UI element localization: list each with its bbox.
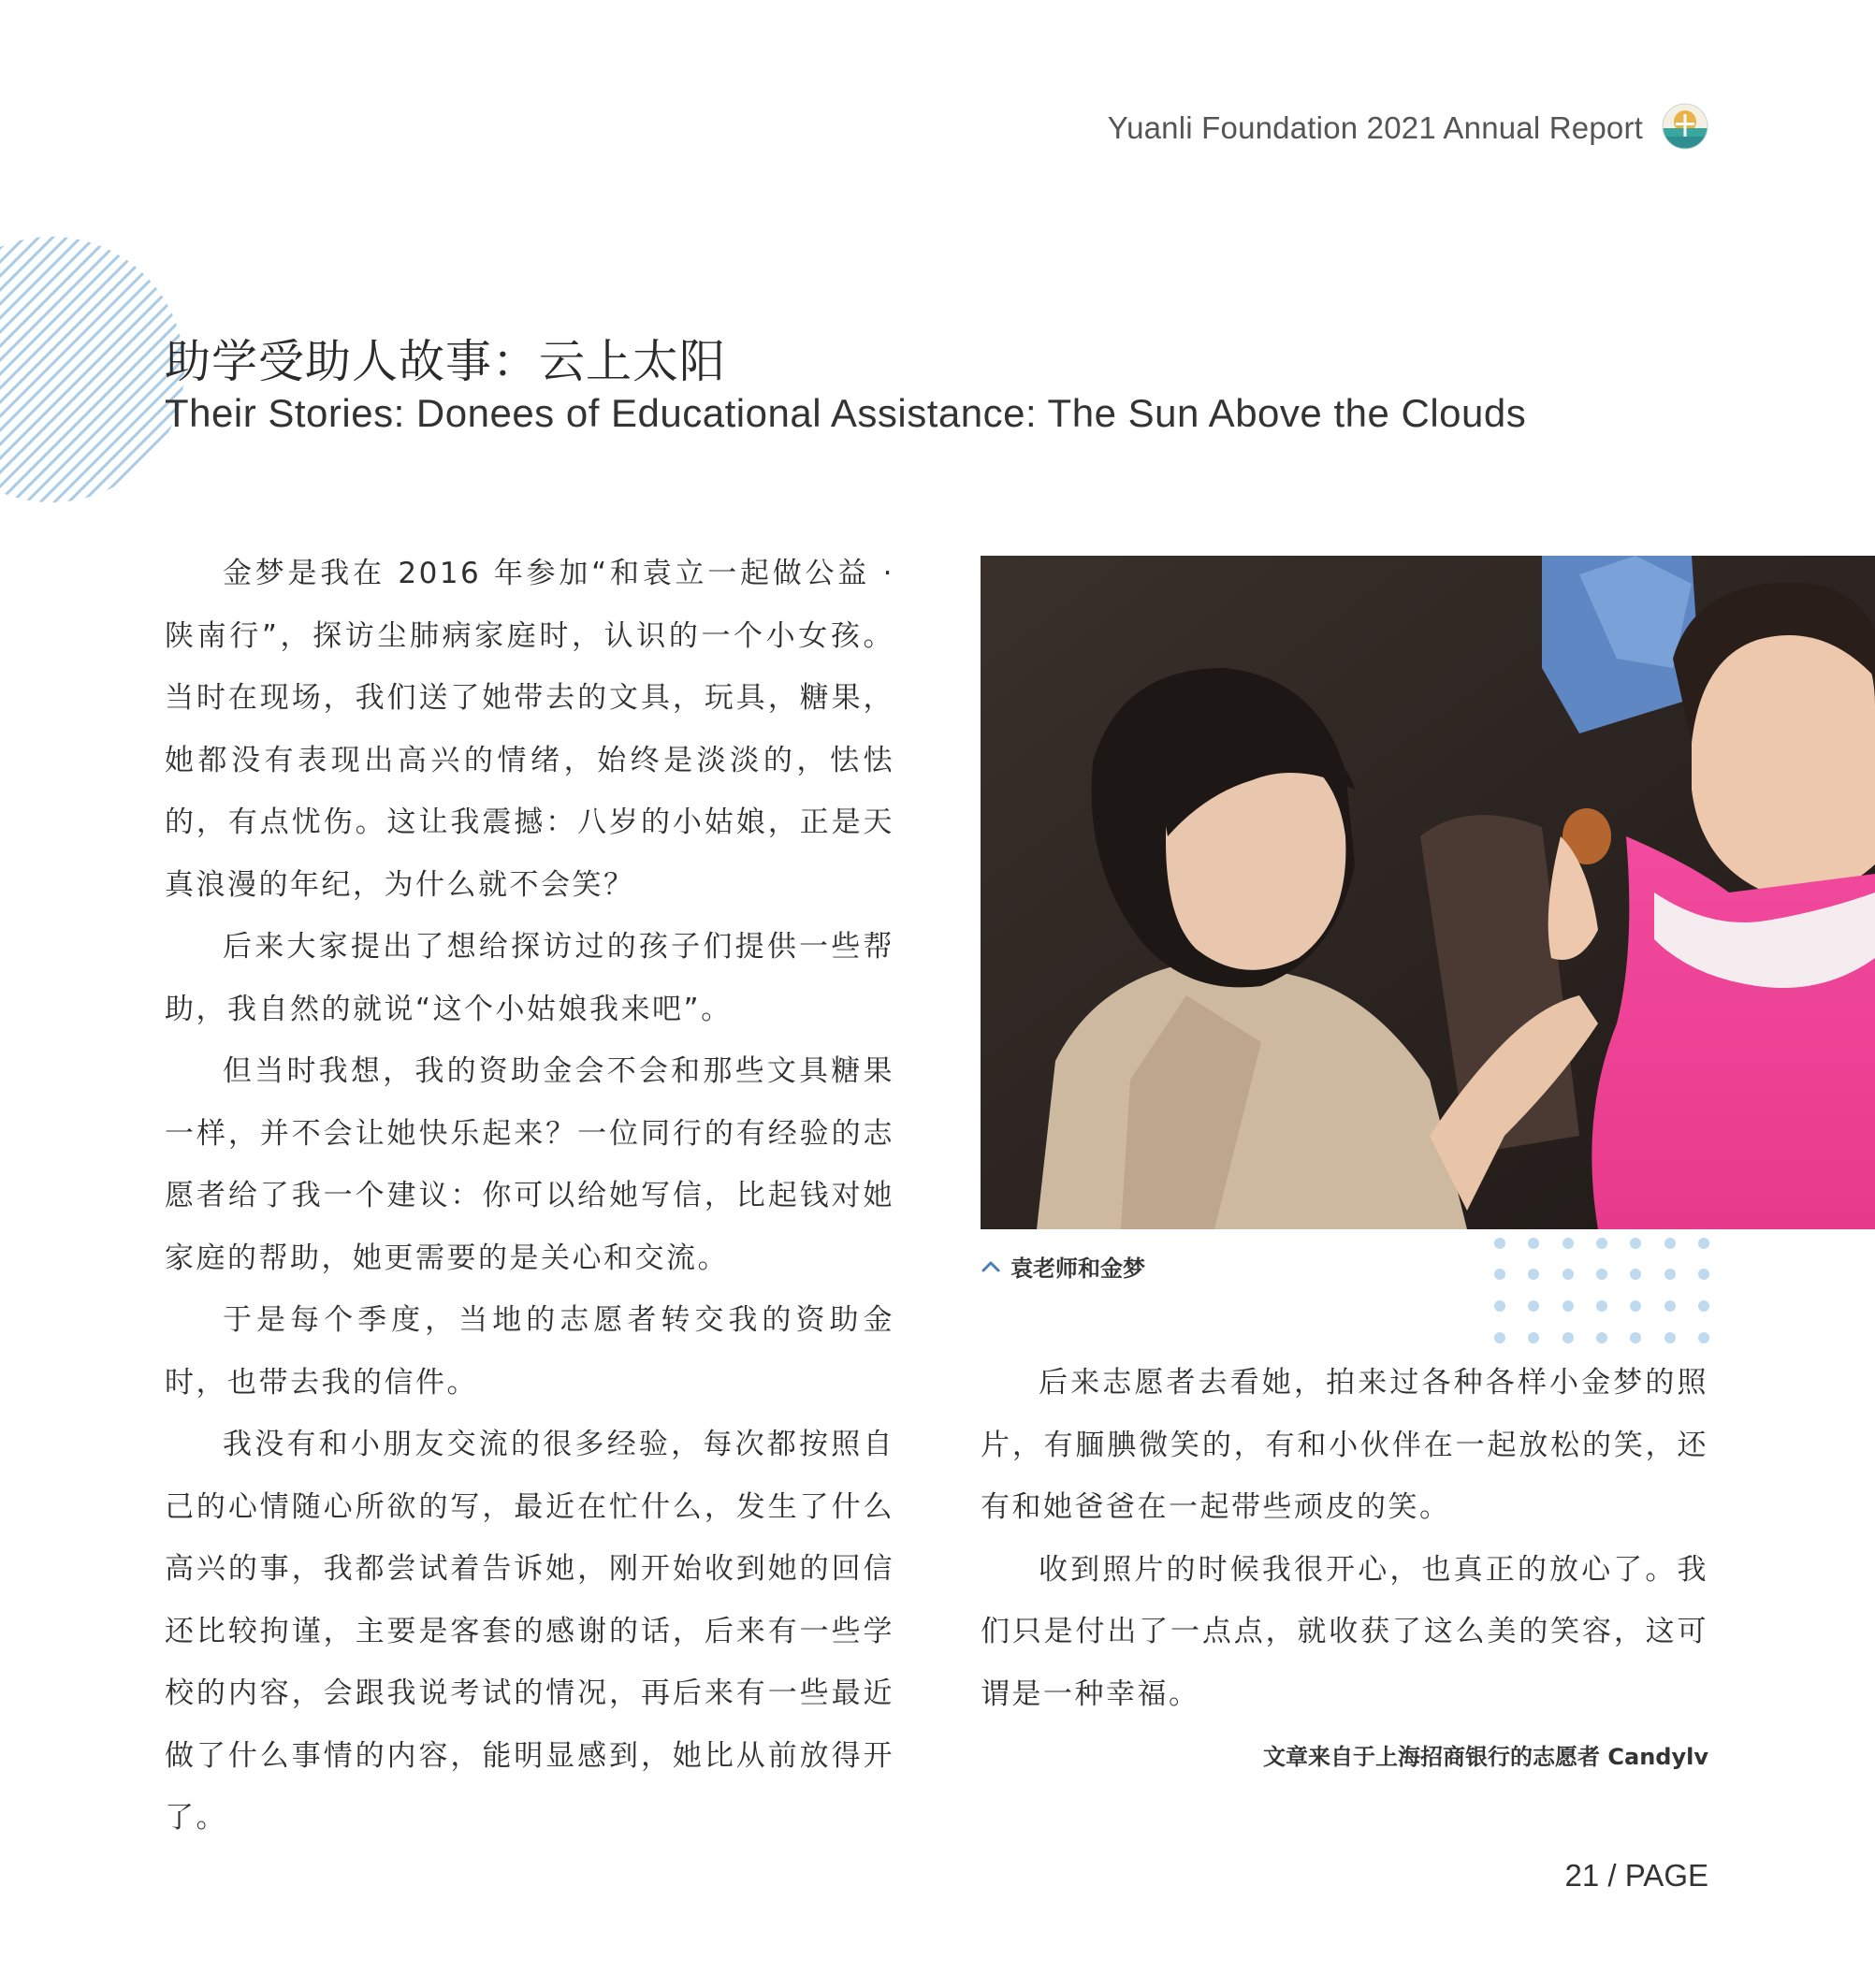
caption-text: 袁老师和金梦 xyxy=(1010,1255,1145,1282)
decorative-dots xyxy=(1490,1233,1715,1355)
page-title-zh: 助学受助人故事：云上太阳 xyxy=(165,335,727,388)
story-photo xyxy=(981,556,1875,1229)
paragraph: 后来志愿者去看她，拍来过各种各样小金梦的照片，有腼腆微笑的，有和小伙伴在一起放松的笑，还有和她爸爸在一起带些顽皮的笑。 xyxy=(981,1366,1708,1524)
decorative-stripes xyxy=(0,234,187,505)
paragraph: 但当时我想，我的资助金会不会和那些文具糖果一样，并不会让她快乐起来？一位同行的有经验的志愿者给了我一个建议：你可以给她写信，比起钱对她家庭的帮助，她更需要的是关心和交流。 xyxy=(165,1054,894,1275)
right-column xyxy=(981,1352,1708,1725)
paragraph: 于是每个季度，当地的志愿者转交我的资助金时，也带去我的信件。 xyxy=(165,1303,894,1400)
paragraph: 金梦是我在 2016 年参加“和袁立一起做公益 · 陕南行”，探访尘肺病家庭时，认识的一个小女孩。当时在现场，我们送了她带去的文具，玩具，糖果，她都没有表现出高兴的情绪，始终是淡淡的，怯怯的，有点忧伤。这让我震撼：八岁的小姑娘，正是天真浪漫的年纪，为什么就不会笑？ xyxy=(165,557,894,902)
report-title: Yuanli Foundation 2021 Annual Report xyxy=(1107,110,1643,145)
article-credit: 文章来自于上海招商银行的志愿者 Candylv xyxy=(1263,1744,1708,1770)
left-column xyxy=(165,543,894,1850)
paragraph: 我没有和小朋友交流的很多经验，每次都按照自己的心情随心所欲的写，最近在忙什么，发生了什么高兴的事，我都尝试着告诉她，刚开始收到她的回信还比较拘谨，主要是客套的感谢的话，后来有一些学校的内容，会跟我说考试的情况，再后来有一些最近做了什么事情的内容，能明显感到，她比从前放得开了。 xyxy=(165,1428,894,1835)
paragraph: 后来大家提出了想给探访过的孩子们提供一些帮助，我自然的就说“这个小姑娘我来吧”。 xyxy=(165,930,894,1026)
photo-caption xyxy=(981,1250,1145,1283)
chevron-up-icon xyxy=(981,1256,1001,1277)
paragraph: 收到照片的时候我很开心，也真正的放心了。我们只是付出了一点点，就收获了这么美的笑容，这可谓是一种幸福。 xyxy=(981,1552,1708,1711)
page-title-en: Their Stories: Donees of Educational Assistance: The Sun Above the Clouds xyxy=(165,391,1527,435)
page-number: 21 / PAGE xyxy=(1564,1858,1708,1893)
yuanli-logo-icon xyxy=(1662,103,1708,150)
